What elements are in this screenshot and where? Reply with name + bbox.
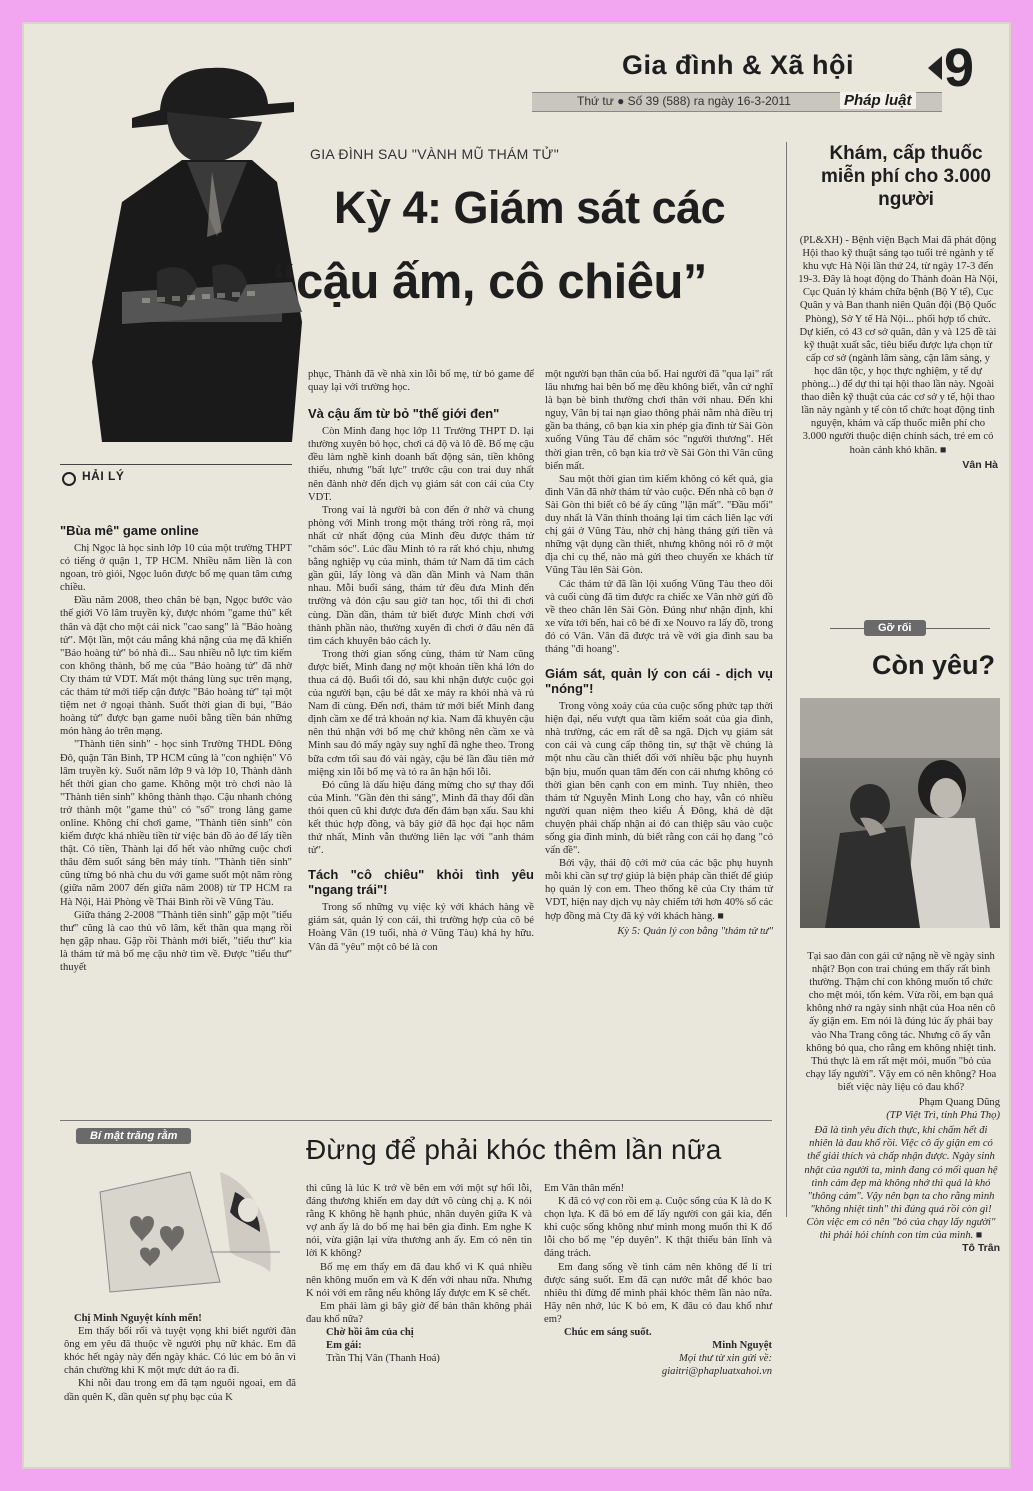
- issue-line: Thứ tư ● Số 39 (588) ra ngày 16-3-2011: [577, 94, 791, 108]
- paragraph: Giữa tháng 2-2008 "Thành tiên sinh" gặp một "tiểu thư" cũng là cao thủ võ lâm, kết thân qua mạng rồi hẹn gặp nhau. Gặp rồi Thành mới biết, "tiểu thư" kia là thám tử mà bố mẹ cậu nhờ tìm về. Được "tiểu thư" thuyết: [60, 909, 292, 973]
- paragraph: Trong thời gian sống cùng, thám tử Nam cũng được biết, Minh đang nợ một khoản tiền khá lớn do thua cá độ. Buổi tối đó, sau khi nhận được cuộc gọi của người bạn, cậu bé dắt xe máy ra khỏi nhà và rủ Nam đi cùng. Đến nơi, thám tử mới biết Minh đang định cầm xe để trả khoản nợ kia. Nam đã khuyên cậu nên thú nhận với bố mẹ chứ không nên cầm xe và Minh sau đó mấy ngày suy nghĩ đã nghe theo. Trong bữa cơm tối sau đó vài ngày, cậu bé lần đầu tiên mở miệng xin lỗi bố mẹ và tỏ ra ân hận hối lỗi.: [308, 648, 534, 778]
- next-episode: Kỳ 5: Quản lý con bằng "thám tử tư": [617, 925, 773, 937]
- article-column-2: [308, 368, 534, 954]
- paragraph: Em phải làm gì bây giờ để bản thân không phải đau khổ nữa?: [306, 1300, 532, 1325]
- reply-contact: Mọi thư từ xin gửi về:: [679, 1353, 772, 1365]
- bottom-column-1: [64, 1312, 296, 1404]
- paragraph: "Thành tiên sinh" - học sinh Trường THDL Đông Đô, quận Tân Bình, TP HCM cũng là "con nghiện" Võ lâm truyền kỳ. Suốt năm lớp 9 và lớp 10, Thành dành hết thời gian cho game. Không một trò chơi nào là "Thành tiên sinh" không thành thạo. Cậu nhanh chóng trở thành một "game thủ" có "số" trong làng game online. Không chỉ chơi game, "Thành tiên sinh" còn kiếm được khá nhiều tiền từ việc bán đồ ảo để lấy tiền thật. Có tiền, Thành lại đổ hết vào những cuộc chơi thâu đêm suốt sáng bên máy tính. "Thành tiên sinh" cũng từng bỏ nhà chu du với game suốt một năm ròng (giữa năm 2007 đến giữa năm 2008) từ TP HCM ra Hà Nội, Hải Phòng về Thái Bình rồi về Vũng Tàu.: [60, 739, 292, 908]
- subheading-3: Tách "cô chiêu" khỏi tình yêu "ngang trái"!: [308, 867, 534, 898]
- paragraph: K đã có vợ con rồi em ạ. Cuộc sống của K là do K chọn lựa. K đã bỏ em để lấy người con gái kia, đến khi cuộc sống không như mình mong muốn thì K đổ lỗi cho bố mẹ "ép duyên". K thật thiếu bản lĩnh và đáng trách.: [544, 1196, 772, 1260]
- sidebar-news-title: Khám, cấp thuốc miễn phí cho 3.000 người: [821, 143, 991, 210]
- reply-author: Minh Nguyệt: [712, 1340, 772, 1352]
- author-name: HẢI LÝ: [82, 469, 125, 483]
- sidebar-news-author: Vân Hà: [962, 458, 998, 471]
- letter-greeting: Chị Minh Nguyệt kính mến!: [74, 1313, 202, 1324]
- sidebar-news-body: [798, 234, 998, 472]
- letter-sign-1: Chờ hồi âm của chị: [326, 1327, 414, 1339]
- bottom-label: Bí mật trăng rằm: [76, 1128, 191, 1144]
- page-number: 9: [944, 38, 975, 98]
- subheading-4: Giám sát, quản lý con cái - dịch vụ "nóng"!: [545, 666, 773, 697]
- brand-logo: Pháp luật: [840, 92, 916, 109]
- paragraph: Đó cũng là dấu hiệu đáng mừng cho sự thay đổi của Minh. "Gần đèn thì sáng", Minh đã thay đổi dần thói quen cũ khi được đưa đến đám bạn xấu. Sau khi kết thúc hợp đồng, và bây giờ đã học đại học năm thứ nhất, Minh vẫn thường liên lạc với "anh thám tử".: [308, 779, 534, 857]
- header-arrow-icon: [928, 56, 942, 80]
- article-column-1: [60, 517, 292, 974]
- author-rule: [60, 464, 292, 465]
- advice-from-place: (TP Việt Trì, tỉnh Phú Thọ): [886, 1110, 1000, 1122]
- paragraph: Khi nỗi đau trong em đã tạm nguôi ngoai, em đã dần quên K, dần quên sự phụ bạc của K: [64, 1378, 296, 1403]
- article-column-3: [545, 368, 773, 938]
- paragraph: Sau một thời gian tìm kiếm không có kết quả, gia đình Vân đã nhờ thám tử vào cuộc. Đến nhà cô bạn ở Sài Gòn thì biết cô bé ấy cũng "lặn mất". "Đầu mối" duy nhất là Vân thỉnh thoảng lại tìm cách liên lạc với chị gái ở Vũng Tàu, nhờ chị hàng tháng gửi tiền và những vật dụng cần thiết, nhưng không nói rõ ở một địa chỉ cụ thể, nào mà gửi theo chuyến xe khách từ Vũng Tàu lên Sài Gòn.: [545, 473, 773, 577]
- author-icon: [62, 472, 76, 486]
- advice-reply: Đã là tình yêu đích thực, khi chấm hết đi nhiên là đau khổ rồi. Việc cô ấy giận em có thể giải thích và chấp nhận được. Ngày sinh nhật của người ta, mình đang có mối quan hệ tình cảm đẹp mà không nhớ thì quả là khó "thông cảm". Vậy nên bạn ta cho rằng mình "không nhiệt tình" thì đúng quá rồi còn gì! Còn việc em có nên "bỏ của chạy lấy người" thì phải hỏi chính con tim của mình. ■: [804, 1125, 998, 1241]
- bottom-column-3: [544, 1182, 772, 1378]
- newspaper-page: [22, 22, 1011, 1469]
- moon-hearts-illustration: [70, 1152, 292, 1302]
- subheading-1: "Bùa mê" game online: [60, 523, 199, 538]
- article-title-line2: “cậu ấm, cô chiêu”: [272, 255, 707, 309]
- paragraph: Bố mẹ em thấy em đã đau khổ vì K quá nhiều nên không muốn em và K đến với nhau nữa. Nhưng K nói với em rằng nếu không lấy được em K sẽ chết.: [306, 1261, 532, 1299]
- couple-photo: [800, 698, 1000, 928]
- paragraph: Trong vai là người bà con đến ở nhờ và chung phòng với Minh trong một tháng trời ròng rã, mọi nhất cử nhất động của Minh đều được thám tử "chăm sóc". Lúc đầu Minh tỏ ra rất khó chịu, nhưng bằng nghiệp vụ của mình, thám tử Nam đã tìm cách gần gũi, lấy lòng và dần dần Minh và Nam thân nhau. Mỗi buổi sáng, thám tử đều đưa Minh đến trường và đón cậu sau giờ tan học, tối thì đi chơi cùng. Dần dần, thám tử biết được Minh chơi với thành phần nào, thường xuyên đi chơi ở đâu nên đã tìm cách khuyên bảo cách ly.: [308, 504, 534, 647]
- advice-label: Gỡ rối: [864, 620, 926, 636]
- paragraph: (PL&XH) - Bệnh viện Bạch Mai đã phát động Hội thao kỹ thuật sáng tạo tuổi trẻ ngành y tế khu vực Hà Nội lần thứ 24, từ ngày 17-3 đến 19-3. Đây là hoạt động do Thành đoàn Hà Nội, Cục Quản lý khám chữa bệnh (Bộ Y tế), Cục Quân y và Ban thanh niên Quân đội (Bộ Quốc Phòng), Sở Y tế Hà Nội... phối hợp tổ chức. Dự kiến, có 43 cơ sở quân, dân y và 125 đề tài kỹ thuật xuất sắc, tiêu biểu được lựa chọn từ cấp cơ sở (ngành lâm sàng, cận lâm sàng, y học dân tộc, y học thực nghiệm, y tế dự phòng...) để dự thi tại hội thao lần này. Ngoài thao diễn kỹ thuật của các cơ sở y tế, hội thao lần này ngành y tế còn tổ chức hoạt động tình nguyện, khám và cấp thuốc miễn phí cho 3.000 người thuộc diện chính sách, trẻ em có hoàn cảnh khó khăn. ■: [798, 235, 998, 456]
- letter-sign-2: Em gái:: [326, 1340, 362, 1352]
- reply-wish: Chúc em sáng suốt.: [564, 1327, 652, 1339]
- paragraph: Các thám tử đã lần lội xuống Vũng Tàu theo dõi và cuối cùng đã tìm được ra chiếc xe Vân nhờ gửi đồ về theo chân lên Sài Gòn. Đúng như nhận định, khi xe vừa tới bến, hai cô bé đi xe Nouvo ra lấy đồ, trong đó có Vân. Vân đã được trả về với gia đình sau ba tháng "đi hoang".: [545, 578, 773, 655]
- paragraph: Em đang sống về tình cảm nên không để lí trí được sáng suốt. Em đã cạn nước mắt để khóc bao nhiêu thì đừng để mình phải khóc thêm lần nào nữa. Hãy nên nhớ, lúc K bỏ em, K đâu có đau khổ như em?: [544, 1261, 772, 1325]
- bottom-divider: [60, 1120, 772, 1121]
- advice-from: Phạm Quang Dũng: [918, 1097, 1000, 1109]
- advice-text: [802, 950, 1000, 1255]
- paragraph: Còn Minh đang học lớp 11 Trường THPT D. lại thường xuyên bỏ học, chơi cá độ và lô đề. Bố mẹ cậu đều làm nghề kinh doanh bất động sản, tiền không thiếu, nhưng "bất lực" trước cậu con trai duy nhất nên đành nhờ đến dịch vụ giám sát con cái của Cty VDT.: [308, 426, 534, 503]
- subheading-2: Và cậu ấm từ bỏ "thế giới đen": [308, 406, 500, 422]
- article-kicker: GIA ĐÌNH SAU "VÀNH MŨ THÁM TỬ": [310, 146, 559, 162]
- advice-title: Còn yêu?: [872, 650, 996, 680]
- section-title: Gia đình & Xã hội: [622, 50, 855, 80]
- article-title-line1: Kỳ 4: Giám sát các: [334, 182, 726, 233]
- paragraph: phục, Thành đã về nhà xin lỗi bố mẹ, từ bỏ game để quay lại với trường học.: [308, 369, 534, 394]
- advice-letter: Tại sao đàn con gái cứ nặng nề về ngày sinh nhật? Bọn con trai chúng em thấy rất bình thường. Thậm chí con không muốn tổ chức cho mệt mỏi, tốn kém. Vừa rồi, em bạn quá không nhớ ra ngày sinh nhật của Hoa nên cô ấy giận em. Em nói là đúng lúc ấy phải bay vào Nha Trang công tác. Nhưng cô ấy vẫn không bỏ qua, cho rằng em không nhiệt tình. Thú thực là em rất mệt mỏi, muốn "bỏ của chạy lấy người". Vậy em có nên không? Hoa biết việc này liệu có đau khổ?: [805, 951, 997, 1093]
- paragraph: Em thấy bối rối và tuyệt vọng khi biết người đàn ông em yêu đã thuộc về người phụ nữ khác. Em đã khóc hết ngày này đến ngày khác. Có lúc em bỏ ăn vì chán chường khi K một mực dứt áo ra đi.: [64, 1326, 296, 1377]
- sidebar-divider: [786, 142, 787, 1217]
- letter-sign-3: Trần Thị Vân (Thanh Hoá): [326, 1353, 440, 1365]
- paragraph: Bởi vậy, thái độ cởi mở của các bậc phụ huynh mỗi khi cần sự trợ giúp là biện pháp cần thiết để giúp họ quản lý con em. Theo thống kê của Cty thám tử VDT, hiện nay dịch vụ này chiếm tới hơn 40% số các hợp đồng mà Cty đã ký với khách hàng. ■: [545, 858, 773, 922]
- paragraph: Chị Ngọc là học sinh lớp 10 của một trường THPT có tiếng ở quận 1, TP HCM. Nhiều năm liền là con ngoan, trò giỏi, Ngọc luôn được bố mẹ quan tâm cưng chiều.: [60, 543, 292, 594]
- reply-greeting: Em Vân thân mến!: [544, 1183, 625, 1194]
- paragraph: một người bạn thân của bố. Hai người đã "qua lại" rất lâu nhưng hai bên bố mẹ đều không biết, vẫn cứ nghĩ là bạn bè bình thường chơi thân với nhau. Đến khi nguy, Vân bị tai nạn giao thông phải nằm nhà điều trị gần ba tháng, cô bạn kia xin phép gia đình từ Sài Gòn xuống Vũng Tàu để chăm sóc "người thương". Hết thời gian trên, cô bạn kia trở về Sài Gòn thì Vân cũng biến mất.: [545, 369, 773, 472]
- paragraph: thì cũng là lúc K trở về bên em với một sự hối lỗi, đáng thương khiến em day dứt vô cùng chị ạ. K nói rằng K không hề hạnh phúc, nhân duyên giữa K và vợ anh ấy là do bố mẹ hai bên gia đình. Em nghe K nói, vừa giận lại vừa thương anh ấy. Em có nên tin lời K không?: [306, 1183, 532, 1260]
- bottom-column-2: [306, 1182, 532, 1365]
- paragraph: Đầu năm 2008, theo chân bè bạn, Ngọc bước vào thế giới Võ lâm truyền kỳ, được nhóm "game thủ" kết thân và đặt cho một cái nick "cao sang" là "Bảo hoàng tử". Một lần, một cáu mắng khá nặng của mẹ đã khiến "Bảo hoàng tử" bỏ nhà đi... Sau nhiều nỗ lực tìm kiếm con không thành, bố mẹ của "Bảo hoàng tử" đã nhờ Cty thám tử VDT. Mất một tháng lùng sục trên mạng, các thám tử mới tiếp cận được "Bảo hoàng tử" tại một tiệm net ở ngoại thành. Suốt thời gian đi bụi, "Bảo hoàng tử" được bạn game nuôi bằng tiền bán những món hàng ảo trên mạng.: [60, 595, 292, 738]
- paragraph: Trong vòng xoáy của của cuộc sống phức tạp thời hiện đại, nếu vượt qua tầm kiểm soát của gia đình, nhà trường, các em rất dễ sa ngã. Dịch vụ giám sát con cái và cung cấp thông tin, sự thật về chúng là một nhu cầu cần thiết đối với nhiều bậc phụ huynh bận bịu, muốn quan tâm đến con cái nhưng không có thời gian bên cạnh con em mình. Tuy nhiên, theo thám tử Nguyễn Minh Long cho hay, vẫn có nhiều người quan niệm theo kiểu Á Đông, khá dè dặt chuyện phải chấp nhận ai đó can thiệp sâu vào cuộc sống gia đình mình, dù biết rằng con cái họ đang "có vấn đề".: [545, 701, 773, 857]
- paragraph: Trong số những vụ việc ký với khách hàng về giám sát, quản lý con cái, thì trường hợp của cô bé Hoàng Vân (19 tuổi, nhà ở Vũng Tàu) khá hy hữu. Vân đã "yêu" một cô bé là con: [308, 902, 534, 953]
- bottom-title: Đừng để phải khóc thêm lần nữa: [306, 1134, 722, 1165]
- reply-email: giaitri@phapluatxahoi.vn: [661, 1366, 772, 1378]
- advice-author: Tô Trân: [962, 1242, 1000, 1255]
